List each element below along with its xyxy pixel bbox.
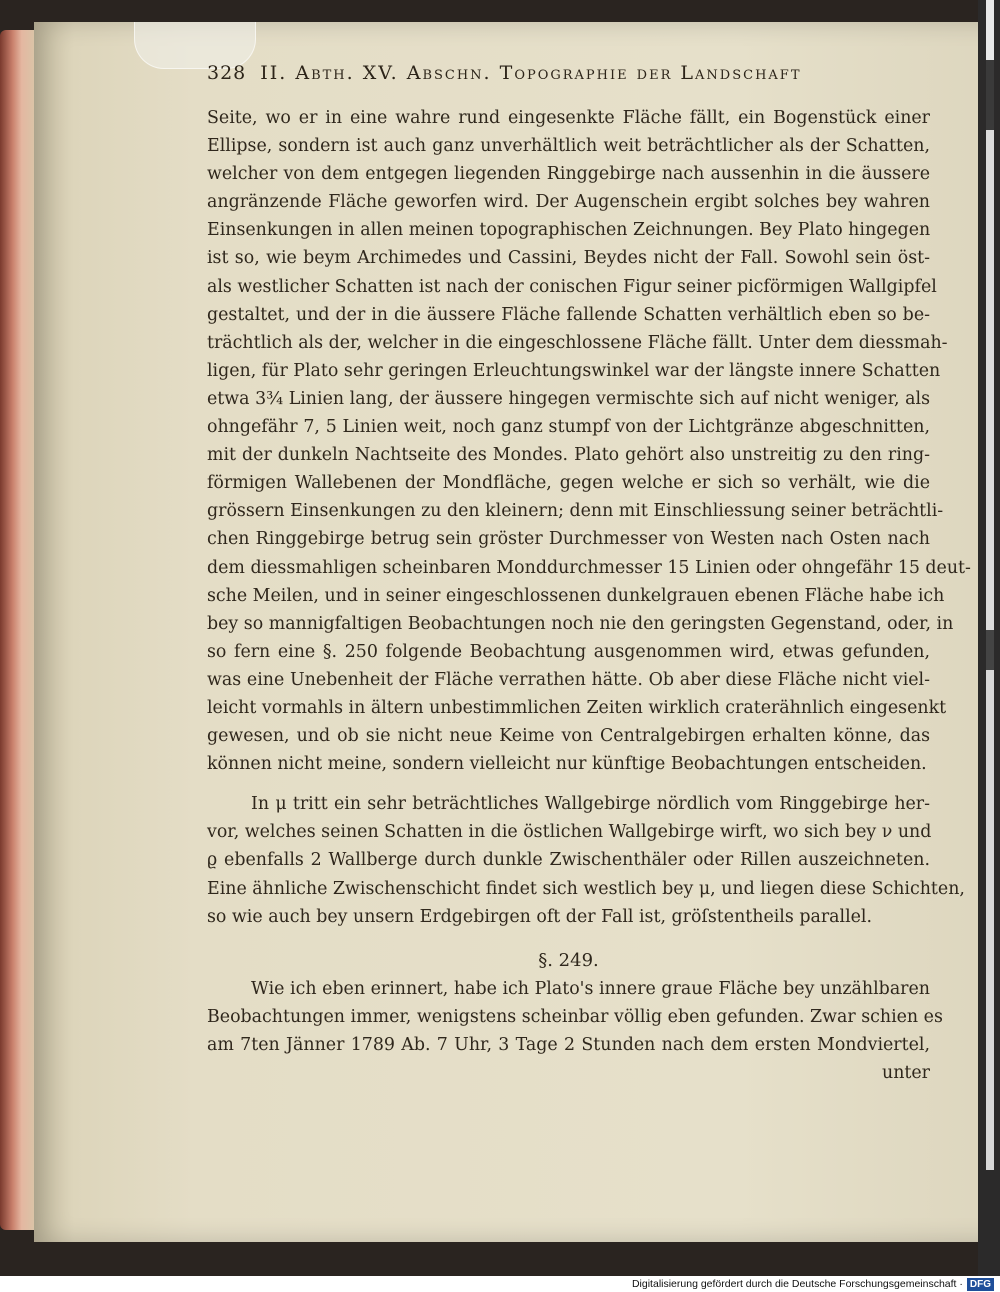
- text-line: leicht vormahls in ältern unbestimmlichen Zeiten wirklich craterähnlich eingesenkt: [207, 697, 947, 718]
- text-line: grössern Einsenkungen zu den kleinern; denn mit Einschliessung seiner beträchtli-: [207, 501, 944, 522]
- text-line: ligen, für Plato sehr geringen Erleuchtungswinkel war der längste innere Schatten: [207, 360, 941, 381]
- text-line: was eine Unebenheit der Fläche verrathen hätte. Ob aber diese Fläche nicht viel-: [207, 669, 930, 690]
- text-line: gewesen, und ob sie nicht neue Keime von Centralgebirgen erhalten könne, das: [207, 726, 930, 747]
- text-line: gestaltet, und der in die äussere Fläche fallende Schatten verhältlich eben so be-: [207, 304, 930, 325]
- paragraph-3: [207, 975, 943, 1087]
- scanner-edge: [978, 0, 1000, 1276]
- text-line: sche Meilen, und in seiner eingeschlossenen dunkelgrauen ebenen Fläche habe ich: [207, 585, 945, 606]
- text-line: chen Ringgebirge betrug sein gröster Durchmesser von Westen nach Osten nach: [207, 529, 930, 550]
- running-header: [207, 62, 877, 92]
- text-line: am 7ten Jänner 1789 Ab. 7 Uhr, 3 Tage 2 Stunden nach dem ersten Mondviertel,: [207, 1034, 930, 1055]
- text-line: bey so mannigfaltigen Beobachtungen noch nie den geringsten Gegenstand, oder, in: [207, 613, 954, 634]
- text-line: Wie ich eben erinnert, habe ich Plato's innere graue Fläche bey unzählbaren: [251, 978, 930, 999]
- text-line: so wie auch bey unsern Erdgebirgen oft der Fall ist, gröſstentheils parallel.: [207, 906, 873, 927]
- text-line: vor, welches seinen Schatten in die östlichen Wallgebirge wirft, wo sich bey ν und: [207, 822, 932, 843]
- running-title: II. Abth. XV. Abschn. Topographie der Landschaft: [260, 62, 802, 84]
- text-line: ist so, wie beym Archimedes und Cassini, Beydes nicht der Fall. Sowohl sein öst-: [207, 248, 930, 269]
- page-body: [207, 104, 971, 1087]
- footer-credit: Digitalisierung gefördert durch die Deutsche Forschungsgemeinschaft ·: [631, 1278, 963, 1290]
- page-number: 328: [207, 62, 247, 84]
- text-line: Einsenkungen in allen meinen topographischen Zeichnungen. Bey Plato hingegen: [207, 220, 931, 241]
- paragraph-2: [207, 790, 965, 930]
- text-line: können nicht meine, sondern vielleicht nur künftige Beobachtungen entscheiden.: [207, 754, 927, 775]
- text-line: ohngefähr 7, 5 Linien weit, noch ganz stumpf von der Lichtgränze abgeschnitten,: [207, 417, 930, 438]
- section-heading: §. 249.: [538, 949, 599, 971]
- text-line: als westlicher Schatten ist nach der conischen Figur seiner picförmigen Wallgipfel: [207, 276, 937, 297]
- text-line: In μ tritt ein sehr beträchtliches Wallgebirge nördlich vom Ringgebirge her-: [251, 794, 930, 815]
- footer-bar: [0, 1276, 1000, 1292]
- text-line: Eine ähnliche Zwischenschicht findet sich westlich bey μ, und liegen diese Schichten,: [207, 878, 965, 899]
- dfg-logo: DFG: [967, 1278, 994, 1291]
- text-line: dem diessmahligen scheinbaren Monddurchmesser 15 Linien oder ohngefähr 15 deut-: [207, 557, 971, 578]
- book-page-edge: [0, 30, 36, 1230]
- text-line: ϱ ebenfalls 2 Wallberge durch dunkle Zwischenthäler oder Rillen auszeichneten.: [207, 850, 930, 871]
- text-line: Seite, wo er in eine wahre rund eingesenkte Fläche fällt, ein Bogenstück einer: [207, 108, 930, 128]
- text-line: angränzende Fläche geworfen wird. Der Augenschein ergibt solches bey wahren: [207, 192, 930, 213]
- text-line: Beobachtungen immer, wenigstens scheinbar völlig eben gefunden. Zwar schien es: [207, 1006, 943, 1027]
- text-line: welcher von dem entgegen liegenden Ringgebirge nach aussenhin in die äussere: [207, 164, 930, 185]
- text-line: etwa 3¾ Linien lang, der äussere hingegen vermischte sich auf nicht weniger, als: [207, 388, 930, 409]
- catchword: unter: [882, 1063, 930, 1083]
- text-line: so fern eine §. 250 folgende Beobachtung ausgenommen wird, etwas gefunden,: [207, 641, 930, 662]
- text-line: trächtlich als der, welcher in die eingeschlossene Fläche fällt. Unter dem diessmah-: [207, 332, 948, 353]
- text-line: Ellipse, sondern ist auch ganz unverhältlich weit beträchtlicher als der Schatten,: [207, 136, 930, 157]
- text-line: mit der dunkeln Nachtseite des Mondes. Plato gehört also unstreitig zu den ring-: [207, 445, 930, 466]
- paragraph-1: [207, 104, 971, 778]
- text-line: förmigen Wallebenen der Mondfläche, gegen welche er sich so verhält, wie die: [207, 473, 930, 494]
